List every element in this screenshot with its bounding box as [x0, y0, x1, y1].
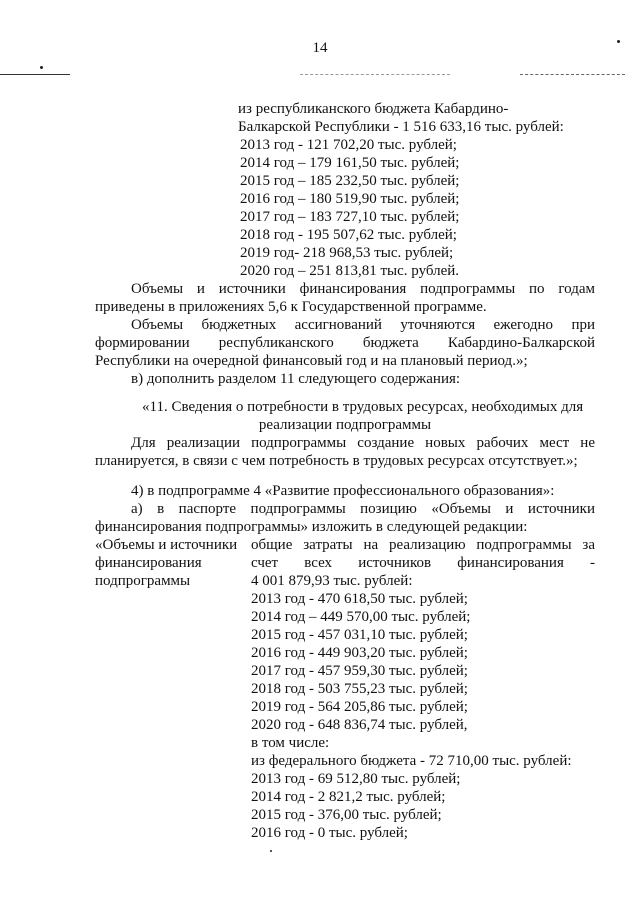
text-line: приведены в приложениях 5,6 к Государственной программе. [95, 299, 487, 315]
year-line: 2020 год - 648 836,74 тыс. рублей, [251, 717, 468, 733]
year-line: 2017 год - 457 959,30 тыс. рублей; [251, 663, 468, 679]
text-line: из федерального бюджета - 72 710,00 тыс. рублей: [251, 753, 572, 769]
section-heading: реализации подпрограммы [258, 417, 432, 433]
text-line: планируется, в связи с чем потребность в трудовых ресурсах отсутствует.»; [95, 453, 578, 469]
year-line: 2014 год – 179 161,50 тыс. рублей; [240, 155, 460, 171]
year-line: 2016 год - 449 903,20 тыс. рублей; [251, 645, 468, 661]
year-line: 2013 год - 121 702,20 тыс. рублей; [240, 137, 457, 153]
label-line: финансирования [95, 555, 202, 571]
scan-artifact-rule-middle [300, 74, 450, 75]
text-line: Для реализации подпрограммы создание новых рабочих мест не [131, 435, 595, 451]
text-line: Объемы бюджетных ассигнований уточняются ежегодно при [131, 317, 595, 333]
scan-artifact-dot [617, 40, 620, 43]
scan-artifact-rule-left [0, 74, 70, 75]
scan-artifact-rule-right [520, 74, 625, 75]
year-line: 2020 год – 251 813,81 тыс. рублей. [240, 263, 460, 279]
section-heading: «11. Сведения о потребности в трудовых ресурсах, необходимых для [142, 399, 584, 415]
year-line: 2015 год – 185 232,50 тыс. рублей; [240, 173, 460, 189]
year-line: 2016 год - 0 тыс. рублей; [251, 825, 408, 841]
passport-value [251, 536, 595, 842]
label-line: «Объемы и источники [95, 537, 238, 553]
item-v: в) дополнить разделом 11 следующего содержания: [131, 371, 461, 387]
text-line: счет всех источников финансирования - [251, 555, 595, 571]
text-line: Республики на очередной финансовый год и на плановый период.»; [95, 353, 528, 369]
scan-artifact-dot [270, 850, 272, 852]
text-line: финансирования подпрограммы» изложить в следующей редакции: [95, 519, 528, 535]
year-line: 2018 год - 195 507,62 тыс. рублей; [240, 227, 457, 243]
text-line: формировании республиканского бюджета Кабардино-Балкарской [95, 335, 595, 351]
page-number: 14 [312, 40, 328, 56]
year-line: 2014 год – 449 570,00 тыс. рублей; [251, 609, 471, 625]
year-line: 2014 год - 2 821,2 тыс. рублей; [251, 789, 446, 805]
year-line: 2017 год – 183 727,10 тыс. рублей; [240, 209, 460, 225]
text-line: в том числе: [251, 735, 330, 751]
total-line: 4 001 879,93 тыс. рублей: [251, 573, 413, 589]
year-line: 2019 год- 218 968,53 тыс. рублей; [240, 245, 454, 261]
text-line: Балкарской Республики - 1 516 633,16 тыс. рублей: [238, 119, 564, 135]
item-4: 4) в подпрограмме 4 «Развитие профессионального образования»: [131, 483, 555, 499]
text-line: общие затраты на реализацию подпрограммы за [251, 537, 595, 553]
label-line: подпрограммы [95, 573, 191, 589]
year-line: 2015 год - 376,00 тыс. рублей; [251, 807, 442, 823]
year-line: 2016 год – 180 519,90 тыс. рублей; [240, 191, 460, 207]
year-line: 2018 год - 503 755,23 тыс. рублей; [251, 681, 468, 697]
year-line: 2019 год - 564 205,86 тыс. рублей; [251, 699, 468, 715]
scan-artifact-dot [40, 66, 43, 69]
text-line: а) в паспорте подпрограммы позицию «Объемы и источники [131, 501, 595, 517]
year-line: 2013 год - 69 512,80 тыс. рублей; [251, 771, 461, 787]
year-line: 2013 год - 470 618,50 тыс. рублей; [251, 591, 468, 607]
passport-label [95, 536, 245, 590]
year-line: 2015 год - 457 031,10 тыс. рублей; [251, 627, 468, 643]
text-line: Объемы и источники финансирования подпрограммы по годам [131, 281, 595, 297]
text-line: из республиканского бюджета Кабардино- [238, 101, 509, 117]
